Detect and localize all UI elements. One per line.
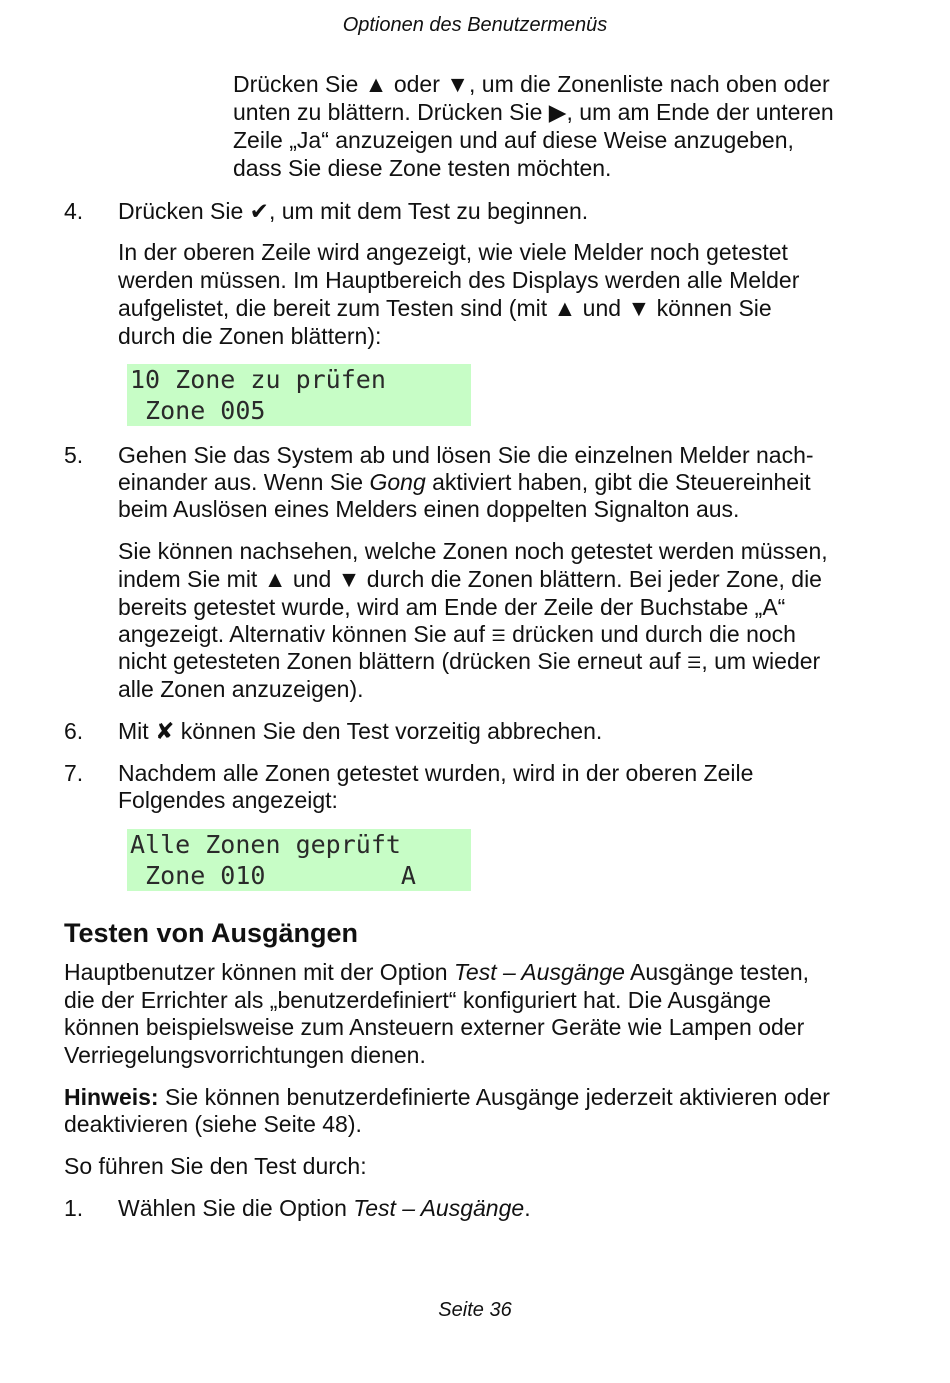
check-icon: ✔: [249, 198, 269, 224]
step5-para-6: alle Zonen anzuzeigen).: [118, 676, 364, 702]
step4-para-2: werden müssen. Im Hauptbereich des Displays werden alle Melder: [118, 267, 800, 293]
section-para-4: Verriegelungsvorrichtungen dienen.: [64, 1042, 426, 1068]
lcd-display-all-tested: [127, 829, 471, 891]
menu-list-icon: ☰: [686, 655, 702, 672]
section-para-3: können beispielsweise zum Ansteuern externer Geräte wie Lampen oder: [64, 1014, 805, 1040]
section-para-1: Hauptbenutzer können mit der Option Test – Ausgänge Ausgänge testen,: [64, 959, 810, 985]
step-number: 7.: [64, 760, 84, 786]
intro-line-1: Drücken Sie ▲ oder ▼, um die Zonenliste nach oben oder: [233, 71, 830, 97]
step5-para-5: nicht getesteten Zonen blättern (drücken Sie erneut auf ☰, um wieder: [118, 647, 820, 678]
section-para-2: die der Errichter als „benutzerdefiniert“ konfiguriert hat. Die Ausgänge: [64, 987, 771, 1013]
page-header: Optionen des Benutzermenüs: [342, 14, 608, 36]
step5-line-1: Gehen Sie das System ab und lösen Sie die einzelnen Melder nach-: [118, 442, 814, 468]
step-number: 5.: [64, 442, 84, 468]
step7-line-1: Nachdem alle Zonen getestet wurden, wird in der oberen Zeile: [118, 760, 754, 786]
down-arrow-icon: ▼: [337, 566, 361, 592]
down-arrow-icon: ▼: [627, 295, 651, 321]
intro-line-2: unten zu blättern. Drücken Sie ▶, um am Ende der unteren: [233, 99, 834, 125]
step6-line: Mit ✘ können Sie den Test vorzeitig abbrechen.: [118, 718, 603, 744]
step5-para-3: bereits getestet wurde, wird am Ende der Zeile der Buchstabe „A“: [118, 594, 786, 620]
procedure-lead: So führen Sie den Test durch:: [64, 1153, 367, 1179]
up-arrow-icon: ▲: [553, 295, 577, 321]
intro-line-4: dass Sie diese Zone testen möchten.: [233, 155, 612, 181]
cross-icon: ✘: [155, 718, 175, 744]
page-footer: Seite 36: [438, 1299, 512, 1321]
step5-para-4: angezeigt. Alternativ können Sie auf ☰ drücken und durch die noch: [118, 620, 796, 651]
menu-list-icon: ☰: [491, 628, 506, 645]
note-line-1: Hinweis: Sie können benutzerdefinierte Ausgänge jederzeit aktivieren oder: [64, 1084, 830, 1110]
right-arrow-icon: ▶: [548, 99, 567, 125]
step4-para-3: aufgelistet, die bereit zum Testen sind (mit ▲ und ▼ können Sie: [118, 295, 772, 321]
step5-para-1: Sie können nachsehen, welche Zonen noch getestet werden müssen,: [118, 538, 828, 564]
down-arrow-icon: ▼: [446, 71, 470, 97]
lcd-display-zone-test: [127, 364, 471, 426]
intro-line-3: Zeile „Ja“ anzuzeigen und auf diese Weise anzugeben,: [233, 127, 794, 153]
step4-line: Drücken Sie ✔, um mit dem Test zu beginnen.: [118, 198, 589, 224]
step5-line-2: einander aus. Wenn Sie Gong aktiviert haben, gibt die Steuereinheit: [118, 469, 811, 495]
step7-line-2: Folgendes angezeigt:: [118, 787, 338, 813]
up-arrow-icon: ▲: [364, 71, 388, 97]
section-step1: Wählen Sie die Option Test – Ausgänge.: [118, 1195, 531, 1221]
lcd-line-1: 10 Zone zu prüfen: [130, 365, 386, 394]
step4-para-4: durch die Zonen blättern):: [118, 323, 382, 349]
step5-para-2: indem Sie mit ▲ und ▼ durch die Zonen blättern. Bei jeder Zone, die: [118, 566, 822, 592]
note-line-2: deaktivieren (siehe Seite 48).: [64, 1111, 362, 1137]
step-number: 1.: [64, 1195, 84, 1221]
note-label: Hinweis:: [64, 1084, 159, 1110]
lcd-line-2: Zone 005: [130, 396, 266, 425]
step5-line-3: beim Auslösen eines Melders einen doppelten Signalton aus.: [118, 496, 740, 522]
up-arrow-icon: ▲: [263, 566, 287, 592]
step-number: 4.: [64, 198, 84, 224]
section-heading: Testen von Ausgängen: [64, 918, 359, 948]
step-number: 6.: [64, 718, 84, 744]
lcd-line-2: Zone 010 A: [130, 861, 416, 890]
step4-para-1: In der oberen Zeile wird angezeigt, wie viele Melder noch getestet: [118, 239, 788, 265]
lcd-line-1: Alle Zonen geprüft: [130, 830, 401, 859]
